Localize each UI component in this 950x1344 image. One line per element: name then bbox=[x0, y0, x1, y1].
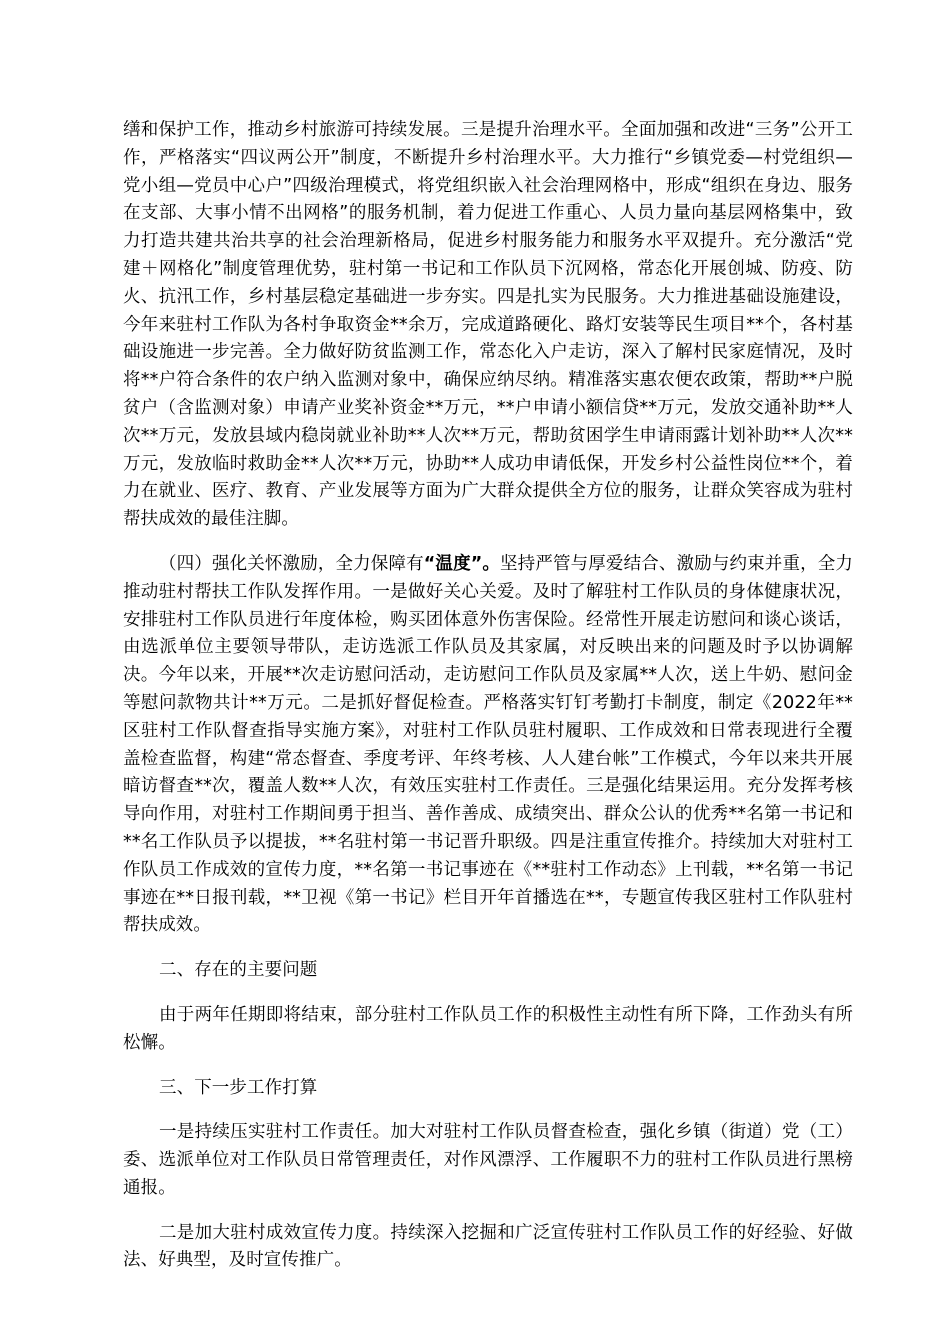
heading-next-steps: 三、下一步工作打算 bbox=[159, 1077, 318, 1098]
section-four-emphasis: “温度”。 bbox=[423, 553, 501, 574]
paragraph-next-step-two: 二是加大驻村成效宣传力度。持续深入挖掘和广泛宣传驻村工作队员工作的好经验、好做法、好典型，及时宣传推广。 bbox=[123, 1222, 853, 1271]
paragraph-governance-services: 缮和保护工作，推动乡村旅游可持续发展。三是提升治理水平。全面加强和改进“三务”公开工作，严格落实“四议两公开”制度，不断提升乡村治理水平。大力推行“乡镇党委—村党组织—党小组—党员中心户”四级治理模式，将党组织嵌入社会治理网格中，形成“组织在身边、服务在支部、大事小情不出网格”的服务机制，着力促进工作重心、人员力量向基层网格集中，致力打造共建共治共享的社会治理新格局，促进乡村服务能力和服务水平双提升。充分激活“党建＋网格化”制度管理优势，驻村第一书记和工作队员下沉网格，常态化开展创城、防疫、防火、抗汛工作，乡村基层稳定基础进一步夯实。四是扎实为民服务。大力推进基础设施建设，今年来驻村工作队为各村争取资金**余万，完成道路硬化、路灯安装等民生项目**个，各村基础设施进一步完善。全力做好防贫监测工作，常态化入户走访，深入了解村民家庭情况，及时将**户符合条件的农户纳入监测对象中，确保应纳尽纳。精准落实惠农便农政策，帮助**户脱贫户（含监测对象）申请产业奖补资金**万元，**户申请小额信贷**万元，发放交通补助**人次**万元，发放县域内稳岗就业补助**人次**万元，帮助贫困学生申请雨露计划补助**人次**万元，发放临时救助金**人次**万元，协助**人成功申请低保，开发乡村公益性岗位**个，着力在就业、医疗、教育、产业发展等方面为广大群众提供全方位的服务，让群众笑容成为驻村帮扶成效的最佳注脚。 bbox=[123, 120, 853, 530]
paragraph-care-incentives bbox=[123, 551, 853, 940]
section-four-lead: （四）强化关怀激励，全力保障有 bbox=[159, 553, 424, 574]
document-body bbox=[123, 117, 853, 1292]
paragraph-next-step-one: 一是持续压实驻村工作责任。加大对驻村工作队员督查检查，强化乡镇（街道）党（工）委、选派单位对工作队员日常管理责任，对作风漂浮、工作履职不力的驻村工作队员进行黑榜通报。 bbox=[123, 1122, 853, 1198]
paragraph-problems: 由于两年任期即将结束，部分驻村工作队员工作的积极性主动性有所下降，工作劲头有所松懈。 bbox=[123, 1004, 853, 1053]
section-four-body: 坚持严管与厚爱结合、激励与约束并重，全力推动驻村帮扶工作队发挥作用。一是做好关心关爱。及时了解驻村工作队员的身体健康状况，安排驻村工作队员进行年度体检，购买团体意外伤害保险。经常性开展走访慰问和谈心谈话，由选派单位主要领导带队，走访选派工作队员及其家属，对反映出来的问题及时予以协调解决。今年以来，开展**次走访慰问活动，走访慰问工作队员及家属**人次，送上牛奶、慰问金等慰问款物共计**万元。二是抓好督促检查。严格落实钉钉考勤打卡制度，制定《2022年**区驻村工作队督查指导实施方案》，对驻村工作队员驻村履职、工作成效和日常表现进行全覆盖检查监督，构建“常态督查、季度考评、年终考核、人人建台帐”工作模式，今年以来共开展暗访督查**次，覆盖人数**人次，有效压实驻村工作责任。三是强化结果运用。充分发挥考核导向作用，对驻村工作期间勇于担当、善作善成、成绩突出、群众公认的优秀**名第一书记和**名工作队员予以提拔，**名驻村第一书记晋升职级。四是注重宣传推介。持续加大对驻村工作队员工作成效的宣传力度，**名第一书记事迹在《**驻村工作动态》上刊载，**名第一书记事迹在**日报刊载，**卫视《第一书记》栏目开年首播选在**，专题宣传我区驻村工作队驻村帮扶成效。 bbox=[123, 553, 853, 936]
heading-main-problems: 二、存在的主要问题 bbox=[159, 960, 318, 981]
